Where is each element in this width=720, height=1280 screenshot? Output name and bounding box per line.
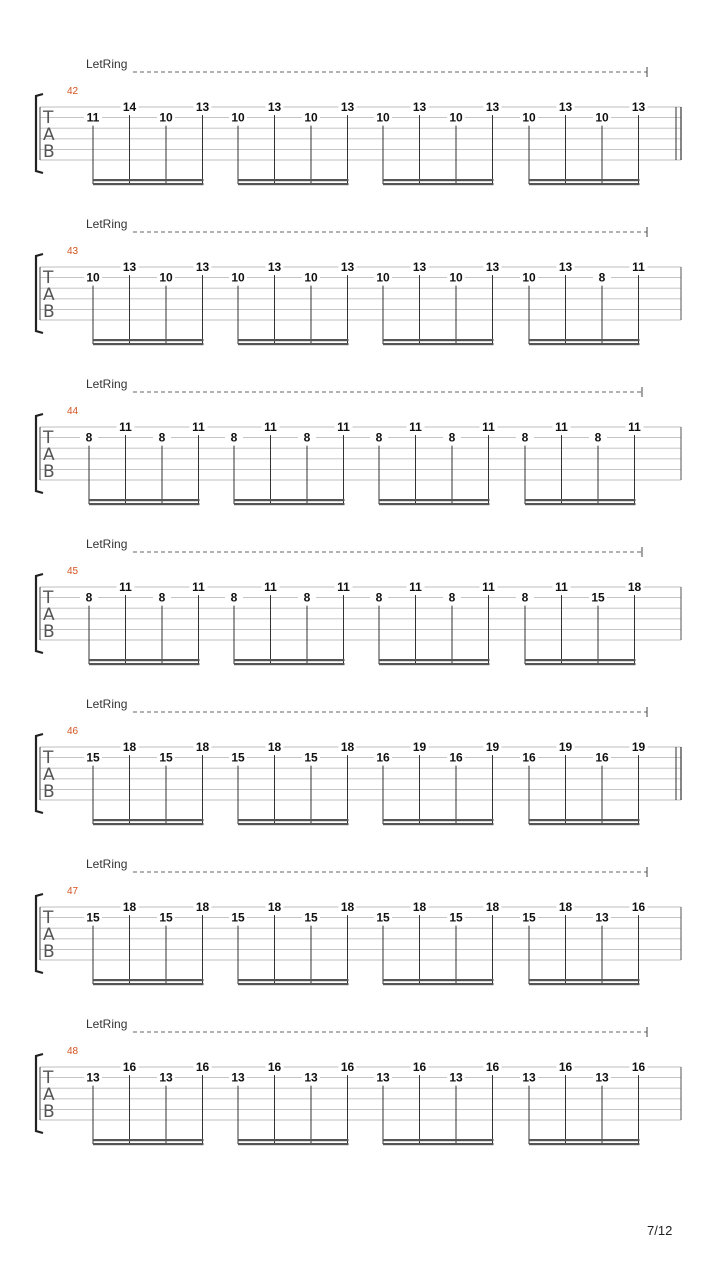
fret-number: 13 (449, 1070, 463, 1085)
fret-number: 10 (522, 270, 536, 285)
fret-number: 15 (449, 910, 463, 925)
letring-label: LetRing (86, 57, 128, 71)
fret-number: 11 (337, 580, 350, 594)
beam-upper (383, 179, 494, 181)
fret-number: 8 (375, 590, 383, 605)
systems-layer (36, 57, 681, 1145)
fret-number: 10 (304, 270, 318, 285)
fret-number: 15 (231, 910, 245, 925)
fret-number: 11 (192, 580, 205, 594)
fret-number: 16 (558, 1060, 573, 1074)
bar-number: 48 (67, 1046, 79, 1057)
beam-lower (93, 343, 204, 345)
beam-lower (238, 983, 349, 985)
tab-clef-letter: T (43, 588, 54, 608)
fret-number: 10 (159, 270, 173, 285)
bar-number: 42 (67, 86, 79, 97)
fret-number: 13 (485, 260, 500, 274)
beam-lower (379, 663, 490, 665)
beam-lower (525, 503, 636, 505)
fret-number: 19 (558, 740, 573, 754)
fret-number: 15 (159, 910, 173, 925)
beam-upper (525, 659, 636, 661)
beam-upper (529, 1139, 640, 1141)
fret-number: 11 (409, 420, 422, 434)
fret-number: 15 (522, 910, 536, 925)
fret-number: 10 (376, 270, 390, 285)
fret-number: 11 (555, 420, 568, 434)
beam-lower (379, 503, 490, 505)
beam-lower (529, 823, 640, 825)
beam-upper (238, 1139, 349, 1141)
tab-clef-letter: T (43, 1068, 54, 1088)
fret-number: 13 (558, 100, 573, 114)
bar-number: 47 (67, 886, 79, 897)
beam-lower (93, 1143, 204, 1145)
beam-lower (234, 503, 345, 505)
beam-upper (89, 499, 200, 501)
fret-number: 8 (448, 590, 456, 605)
fret-number: 16 (267, 1060, 282, 1074)
fret-number: 8 (230, 430, 238, 445)
tab-system (36, 1017, 681, 1145)
fret-number: 13 (412, 260, 427, 274)
fret-number: 18 (485, 900, 500, 914)
beam-upper (529, 179, 640, 181)
fret-number: 10 (86, 270, 100, 285)
tab-system (36, 537, 681, 665)
fret-number: 10 (449, 110, 463, 125)
fret-number: 16 (522, 750, 536, 765)
letring-label: LetRing (86, 697, 128, 711)
page-number: 7/12 (647, 1223, 673, 1238)
beam-upper (379, 659, 490, 661)
fret-number: 8 (85, 430, 93, 445)
fret-number: 16 (631, 900, 646, 914)
fret-number: 13 (595, 910, 609, 925)
beam-upper (383, 339, 494, 341)
beam-upper (383, 1139, 494, 1141)
fret-number: 18 (340, 740, 355, 754)
tab-system (36, 857, 681, 985)
fret-number: 16 (122, 1060, 137, 1074)
fret-number: 15 (304, 910, 318, 925)
tab-system (36, 57, 681, 185)
fret-number: 18 (267, 900, 282, 914)
tab-clef-letter: A (43, 1085, 55, 1105)
fret-number: 13 (304, 1070, 318, 1085)
letring-label: LetRing (86, 537, 128, 551)
tab-clef-letter: B (43, 462, 55, 482)
tab-system (36, 377, 681, 505)
fret-number: 13 (376, 1070, 390, 1085)
tab-clef-letter: B (43, 782, 55, 802)
beam-lower (529, 1143, 640, 1145)
beam-lower (383, 823, 494, 825)
fret-number: 13 (231, 1070, 245, 1085)
fret-number: 11 (555, 580, 568, 594)
fret-number: 8 (521, 430, 529, 445)
fret-number: 8 (303, 590, 311, 605)
fret-number: 13 (86, 1070, 100, 1085)
fret-number: 11 (264, 580, 277, 594)
fret-number: 16 (449, 750, 463, 765)
letring-label: LetRing (86, 857, 128, 871)
beam-upper (383, 979, 494, 981)
tab-clef-letter: T (43, 108, 54, 128)
fret-number: 11 (264, 420, 277, 434)
beam-upper (238, 979, 349, 981)
fret-number: 11 (482, 580, 495, 594)
fret-number: 13 (595, 1070, 609, 1085)
beam-upper (238, 339, 349, 341)
beam-lower (238, 823, 349, 825)
fret-number: 13 (267, 100, 282, 114)
fret-number: 15 (591, 590, 605, 605)
fret-number: 10 (304, 110, 318, 125)
beam-lower (89, 503, 200, 505)
fret-number: 19 (412, 740, 427, 754)
fret-number: 18 (340, 900, 355, 914)
fret-number: 19 (485, 740, 500, 754)
fret-number: 10 (376, 110, 390, 125)
fret-number: 13 (485, 100, 500, 114)
fret-number: 10 (522, 110, 536, 125)
beam-lower (89, 663, 200, 665)
fret-number: 16 (340, 1060, 355, 1074)
fret-number: 18 (558, 900, 573, 914)
fret-number: 13 (558, 260, 573, 274)
beam-lower (525, 663, 636, 665)
beam-upper (529, 979, 640, 981)
fret-number: 8 (598, 270, 606, 285)
fret-number: 11 (192, 420, 205, 434)
beam-lower (529, 183, 640, 185)
fret-number: 11 (337, 420, 350, 434)
beam-upper (89, 659, 200, 661)
beam-upper (93, 979, 204, 981)
fret-number: 13 (159, 1070, 173, 1085)
fret-number: 10 (449, 270, 463, 285)
beam-upper (529, 819, 640, 821)
fret-number: 11 (119, 420, 132, 434)
beam-upper (93, 339, 204, 341)
beam-lower (238, 183, 349, 185)
tab-clef-letter: A (43, 285, 55, 305)
fret-number: 15 (376, 910, 390, 925)
tab-clef-letter: B (43, 142, 55, 162)
fret-number: 15 (86, 910, 100, 925)
fret-number: 8 (85, 590, 93, 605)
fret-number: 13 (340, 260, 355, 274)
fret-number: 13 (631, 100, 646, 114)
beam-upper (93, 1139, 204, 1141)
bar-number: 46 (67, 726, 79, 737)
fret-number: 15 (304, 750, 318, 765)
beam-lower (238, 1143, 349, 1145)
tab-clef-letter: T (43, 428, 54, 448)
tab-clef-letter: A (43, 765, 55, 785)
tab-clef-letter: B (43, 622, 55, 642)
fret-number: 8 (594, 430, 602, 445)
beam-lower (383, 983, 494, 985)
fret-number: 10 (231, 270, 245, 285)
beam-lower (238, 343, 349, 345)
tab-clef-letter: B (43, 942, 55, 962)
beam-upper (525, 499, 636, 501)
letring-label: LetRing (86, 377, 128, 391)
fret-number: 13 (122, 260, 137, 274)
fret-number: 16 (195, 1060, 210, 1074)
tab-clef-letter: T (43, 268, 54, 288)
fret-number: 11 (86, 110, 100, 125)
beam-upper (93, 179, 204, 181)
letring-label: LetRing (86, 217, 128, 231)
fret-number: 18 (195, 740, 210, 754)
fret-number: 13 (195, 260, 210, 274)
beam-upper (234, 659, 345, 661)
fret-number: 8 (375, 430, 383, 445)
beam-lower (529, 983, 640, 985)
fret-number: 8 (448, 430, 456, 445)
beam-upper (234, 499, 345, 501)
fret-number: 10 (595, 110, 609, 125)
fret-number: 13 (522, 1070, 536, 1085)
bar-number: 43 (67, 246, 79, 257)
tab-clef-letter: T (43, 908, 54, 928)
fret-number: 18 (627, 580, 642, 594)
fret-number: 15 (159, 750, 173, 765)
fret-number: 11 (628, 420, 641, 434)
beam-lower (93, 823, 204, 825)
fret-number: 8 (158, 590, 166, 605)
fret-number: 19 (631, 740, 646, 754)
fret-number: 8 (521, 590, 529, 605)
fret-number: 10 (231, 110, 245, 125)
fret-number: 11 (119, 580, 132, 594)
fret-number: 16 (631, 1060, 646, 1074)
beam-lower (234, 663, 345, 665)
tab-system (36, 217, 681, 345)
fret-number: 13 (267, 260, 282, 274)
fret-number: 8 (158, 430, 166, 445)
fret-number: 10 (159, 110, 173, 125)
fret-number: 16 (595, 750, 609, 765)
beam-lower (383, 1143, 494, 1145)
fret-number: 18 (122, 900, 137, 914)
tab-clef-letter: A (43, 605, 55, 625)
tab-system (36, 697, 681, 825)
fret-number: 16 (376, 750, 390, 765)
tab-clef-letter: A (43, 925, 55, 945)
beam-upper (93, 819, 204, 821)
tab-clef-letter: B (43, 302, 55, 322)
fret-number: 13 (195, 100, 210, 114)
fret-number: 15 (86, 750, 100, 765)
fret-number: 15 (231, 750, 245, 765)
fret-number: 8 (230, 590, 238, 605)
beam-upper (383, 819, 494, 821)
beam-upper (379, 499, 490, 501)
fret-number: 14 (122, 100, 137, 114)
fret-number: 16 (412, 1060, 427, 1074)
fret-number: 13 (340, 100, 355, 114)
beam-lower (529, 343, 640, 345)
fret-number: 18 (267, 740, 282, 754)
bar-number: 45 (67, 566, 79, 577)
tab-clef-letter: T (43, 748, 54, 768)
tab-clef-letter: A (43, 445, 55, 465)
beam-upper (529, 339, 640, 341)
beam-lower (93, 983, 204, 985)
fret-number: 11 (409, 580, 422, 594)
bar-number: 44 (67, 406, 79, 417)
tab-clef-letter: B (43, 1102, 55, 1122)
fret-number: 11 (482, 420, 495, 434)
fret-number: 16 (485, 1060, 500, 1074)
beam-upper (238, 179, 349, 181)
beam-lower (383, 343, 494, 345)
letring-label: LetRing (86, 1017, 128, 1031)
beam-upper (238, 819, 349, 821)
fret-number: 8 (303, 430, 311, 445)
fret-number: 18 (412, 900, 427, 914)
beam-lower (93, 183, 204, 185)
fret-number: 11 (632, 260, 645, 274)
fret-number: 13 (412, 100, 427, 114)
fret-number: 18 (195, 900, 210, 914)
tab-clef-letter: A (43, 125, 55, 145)
beam-lower (383, 183, 494, 185)
fret-number: 18 (122, 740, 137, 754)
